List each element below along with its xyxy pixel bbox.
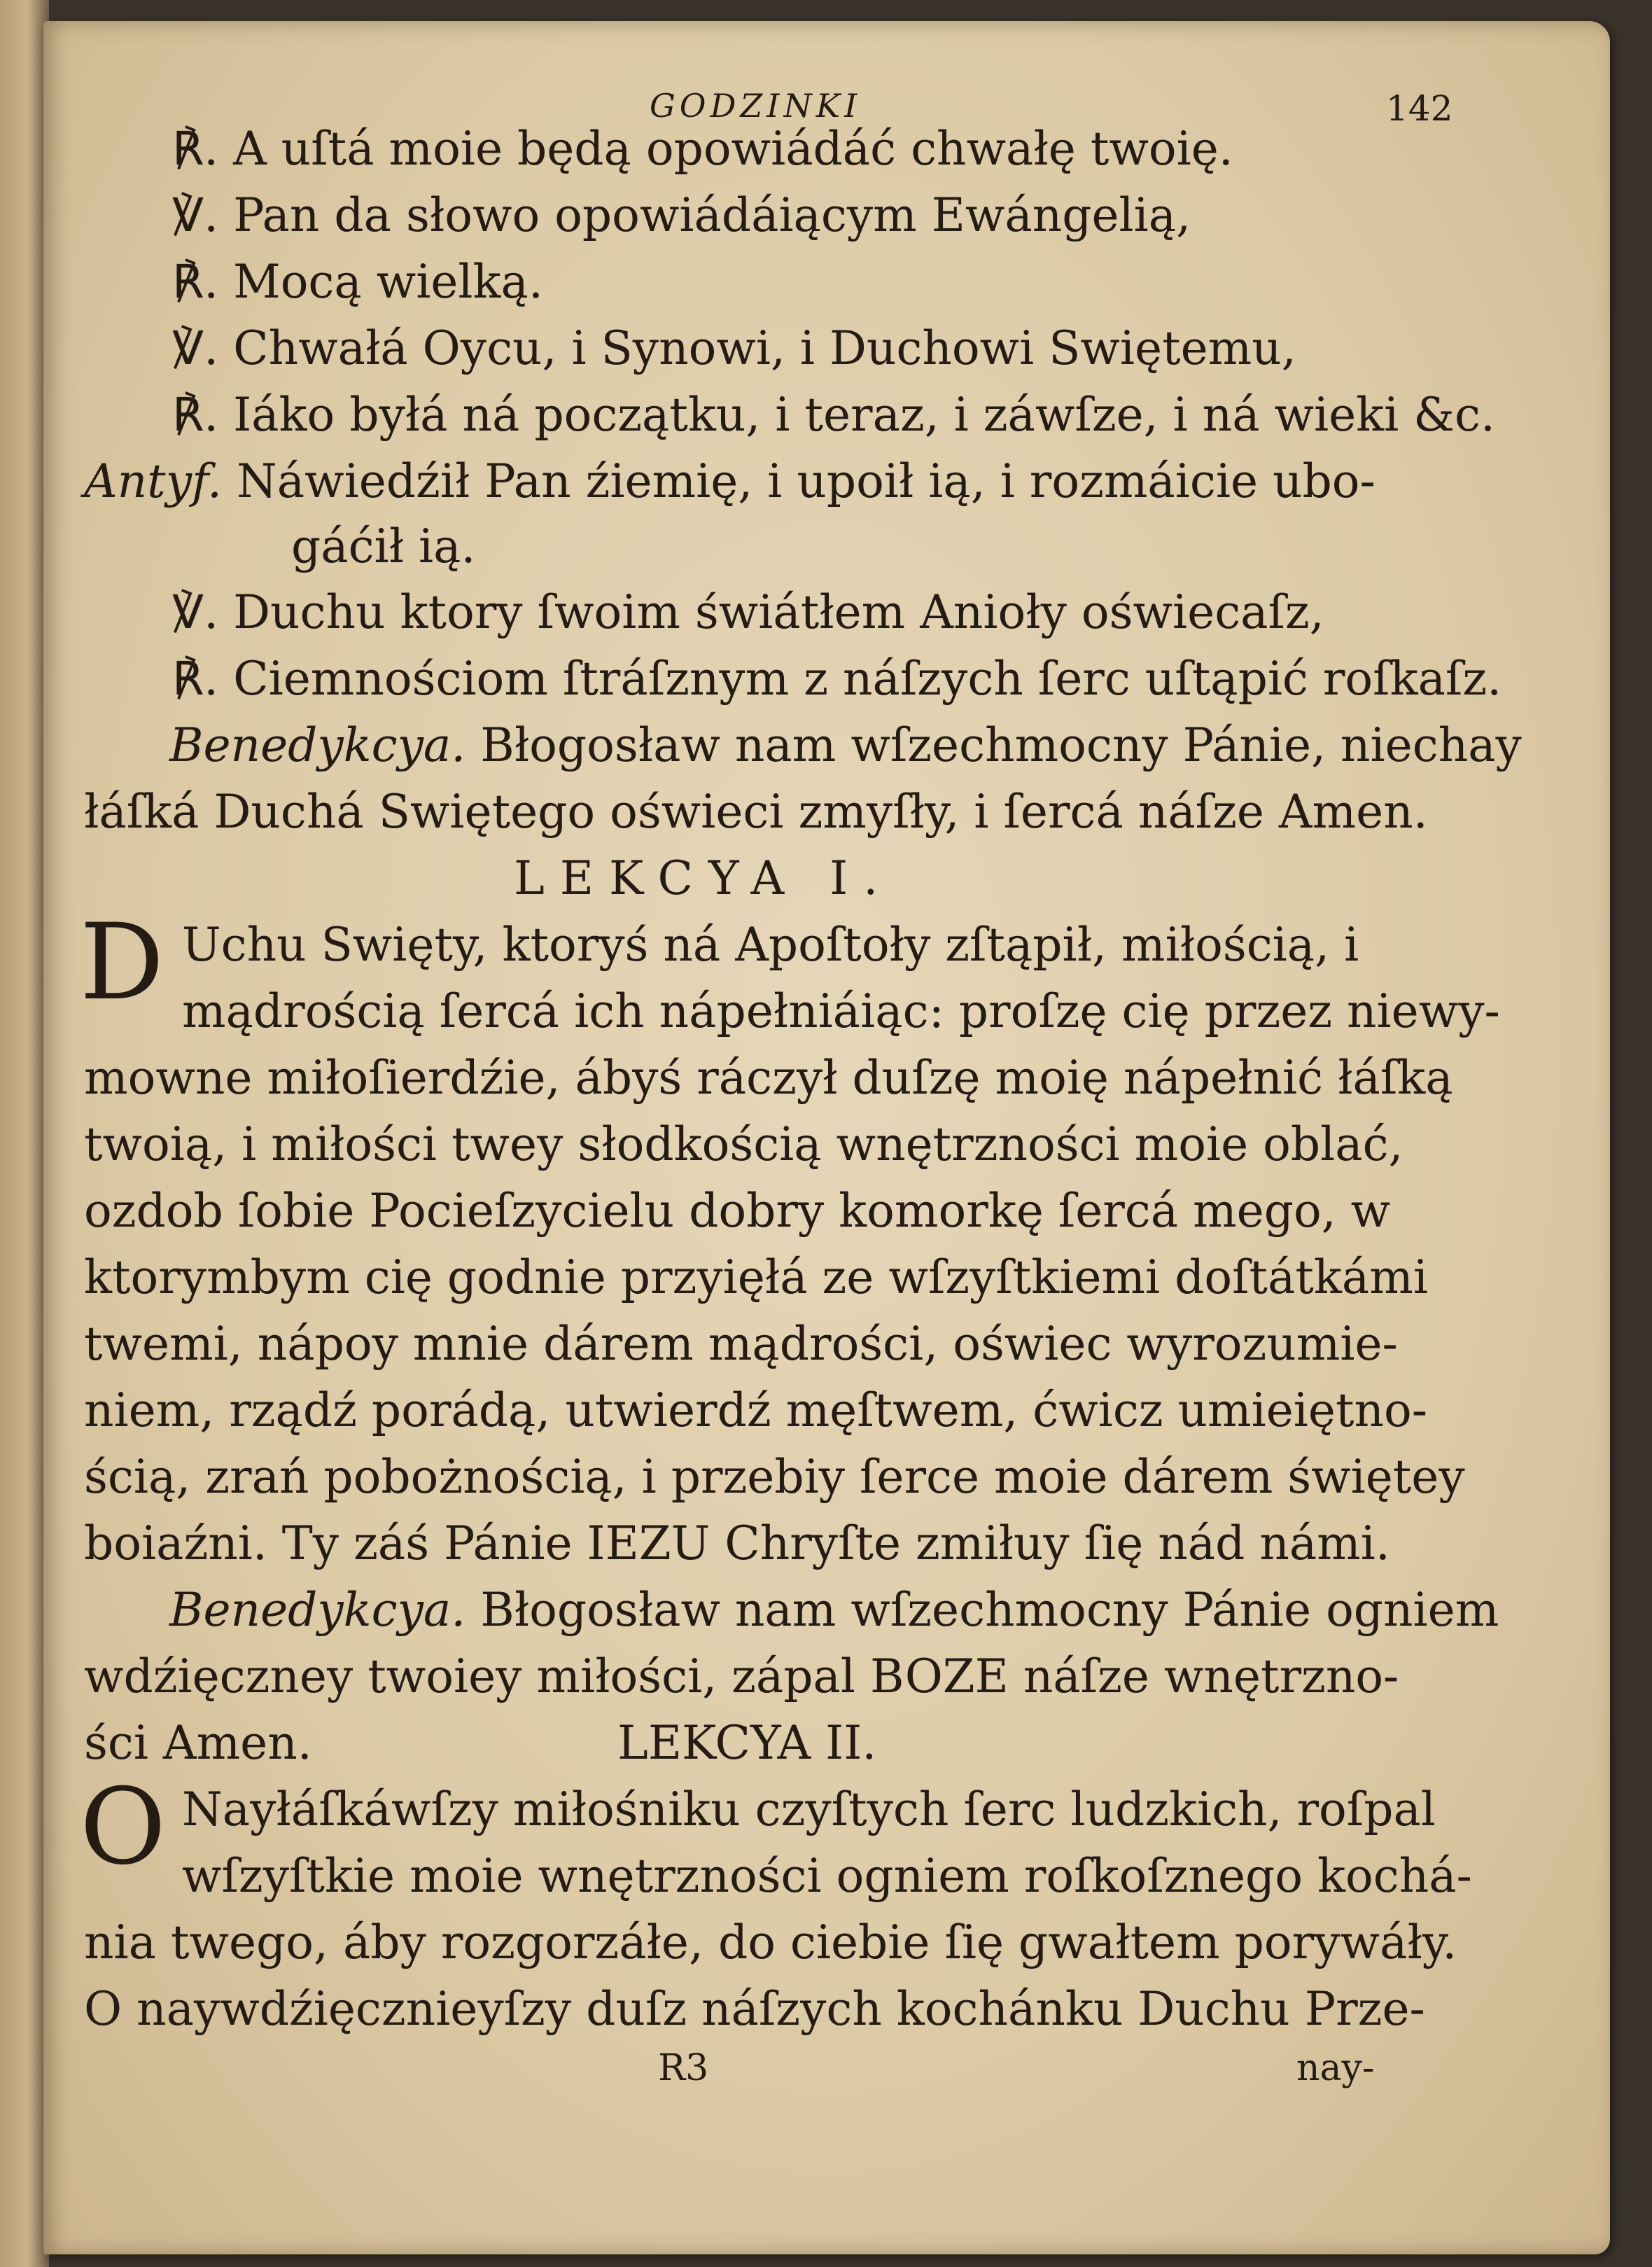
running-title: GODZINKI [650, 87, 862, 125]
versicle-line: ℟. Ciemnościom ſtráſznym z náſzych ſerc uſtąpić roſkaſz. [172, 652, 1502, 706]
drop-cap-initial: D [80, 902, 164, 1024]
benediction-text: Błogosław nam wſzechmocny Pánie ogniem [480, 1583, 1499, 1637]
signature-mark: R3 [658, 2047, 709, 2089]
lesson-line: ścią, zrań pobożnością, i przebiy ſerce moie dárem świętey [84, 1450, 1465, 1504]
book-page [43, 21, 1610, 2254]
lesson-line: ozdob ſobie Pocieſzycielu dobry komorkę ſercá mego, w [84, 1184, 1391, 1238]
lesson-line: wſzyſtkie moie wnętrzności ogniem roſkoſznego kochá- [182, 1849, 1472, 1903]
lesson-line: twemi, nápoy mnie dárem mądrości, oświec wyrozumie- [84, 1317, 1398, 1371]
versicle-line: ℟. Iáko byłá ná początku, i teraz, i záwſze, i ná wieki &c. [172, 388, 1495, 442]
lesson-line: Nayłáſkáwſzy miłośniku czyſtych ſerc ludzkich, roſpal [182, 1783, 1436, 1836]
benediction-continuation: wdźięczney twoiey miłości, zápal BOZE náſze wnętrzno- [84, 1649, 1399, 1703]
drop-cap-initial: O [80, 1766, 166, 1888]
lesson-line: mądrością ſercá ich nápełniáiąc: proſzę cię przez niewy- [182, 984, 1500, 1038]
lesson-line: niem, rządź porádą, utwierdź męſtwem, ćwicz umieiętno- [84, 1383, 1428, 1437]
lesson-line: O naywdźięcznieyſzy duſz náſzych kochánku Duchu Prze- [84, 1982, 1425, 2036]
benediction-end: ści Amen. [84, 1716, 312, 1770]
benediction-continuation: łáſká Duchá Swiętego oświeci zmyſły, i ſercá náſze Amen. [84, 785, 1428, 839]
versicle-line: ℣. Chwałá Oycu, i Synowi, i Duchowi Swiętemu, [172, 321, 1296, 375]
antiphon-text: Náwiedźił Pan źiemię, i upoił ią, i rozmáicie ubo- [237, 454, 1376, 508]
catchword: nay- [1296, 2047, 1375, 2089]
versicle-line: ℣. Pan da słowo opowiádáiącym Ewángelią, [172, 188, 1191, 242]
lesson-line: twoią, i miłości twey słodkością wnętrzności moie oblać, [84, 1117, 1404, 1171]
benediction-label: Benedykcya. [169, 718, 466, 772]
lesson-line: nia twego, áby rozgorzáłe, do ciebie ſię gwałtem porywáły. [84, 1916, 1457, 1969]
lesson-title: LEKCYA II. [617, 1716, 877, 1770]
versicle-line: ℟. A uſtá moie będą opowiádáć chwałę twoię. [172, 122, 1233, 176]
antiphon-line [84, 454, 1376, 508]
benediction-line [169, 718, 1522, 772]
lesson-line: Uchu Swięty, ktoryś ná Apoſtoły zſtąpił, miłością, i [182, 918, 1359, 972]
lesson-line: mowne miłoſierdźie, ábyś ráczył duſzę moię nápełnić łáſką [84, 1051, 1453, 1105]
lesson-title: LEKCYA I. [514, 851, 894, 905]
benediction-line [169, 1583, 1499, 1637]
antiphon-label: Antyf. [84, 454, 223, 508]
versicle-line: ℟. Mocą wielką. [172, 255, 543, 309]
lesson-line: ktorymbym cię godnie przyięłá ze wſzyſtkiemi doſtátkámi [84, 1250, 1428, 1304]
lesson-line: boiaźni. Ty záś Pánie IEZU Chryſte zmiłuy ſię nád námi. [84, 1516, 1390, 1570]
folio-number: 142 [1386, 88, 1453, 129]
antiphon-continuation: gáćił ią. [291, 519, 476, 573]
benediction-text: Błogosław nam wſzechmocny Pánie, niechay [480, 718, 1522, 772]
previous-page-edge [0, 0, 49, 2267]
benediction-label: Benedykcya. [169, 1583, 466, 1637]
versicle-line: ℣. Duchu ktory ſwoim świátłem Anioły oświecaſz, [172, 585, 1324, 639]
